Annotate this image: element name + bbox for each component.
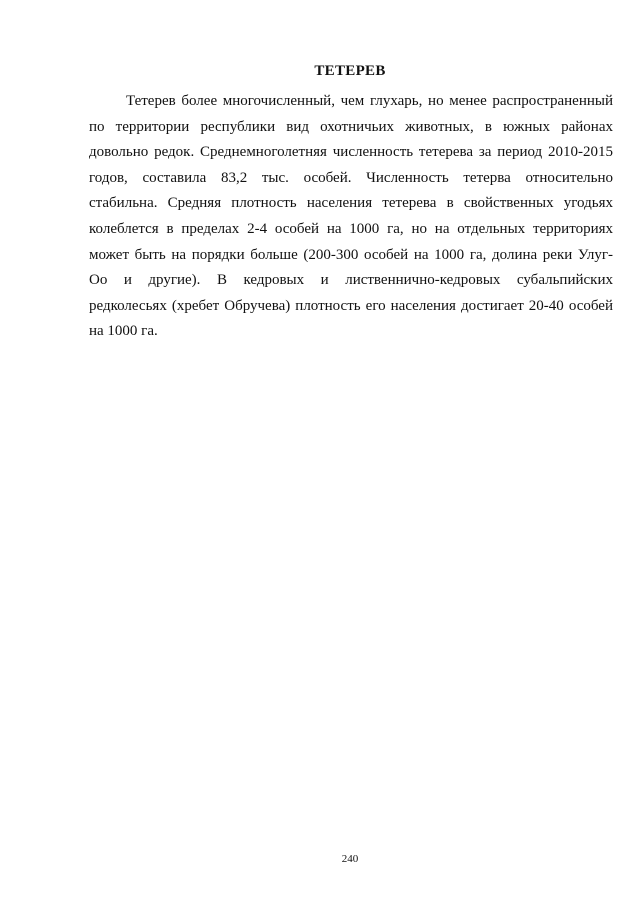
paragraph-line: довольно редок. Среднемноголетняя численность тетерева за период 2010-2015	[89, 144, 613, 161]
paragraph-line: стабильна. Средняя плотность населения тетерева в свойственных угодьях	[89, 195, 613, 212]
paragraph-line: колеблется в пределах 2-4 особей на 1000 га, но на отдельных территориях	[89, 220, 613, 237]
paragraph-line: редколесьях (хребет Обручева) плотность его населения достигает 20-40 особей	[89, 297, 613, 314]
paragraph-line: Тетерев более многочисленный, чем глухарь, но менее распространенный	[126, 93, 613, 109]
page-number: 240	[341, 853, 359, 865]
paragraph-line: годов, составила 83,2 тыс. особей. Численность тетерва относительно	[89, 169, 613, 186]
paragraph-line: по территории республики вид охотничьих животных, в южных районах	[89, 118, 613, 135]
paragraph-line: на 1000 га.	[89, 323, 158, 340]
body-paragraph	[89, 89, 613, 345]
page-title: ТЕТЕРЕВ	[314, 63, 386, 79]
paragraph-line: Оо и другие). В кедровых и лиственнично-кедровых субальпийских	[89, 272, 613, 289]
paragraph-line: может быть на порядки больше (200-300 особей на 1000 га, долина реки Улуг-	[89, 246, 613, 263]
